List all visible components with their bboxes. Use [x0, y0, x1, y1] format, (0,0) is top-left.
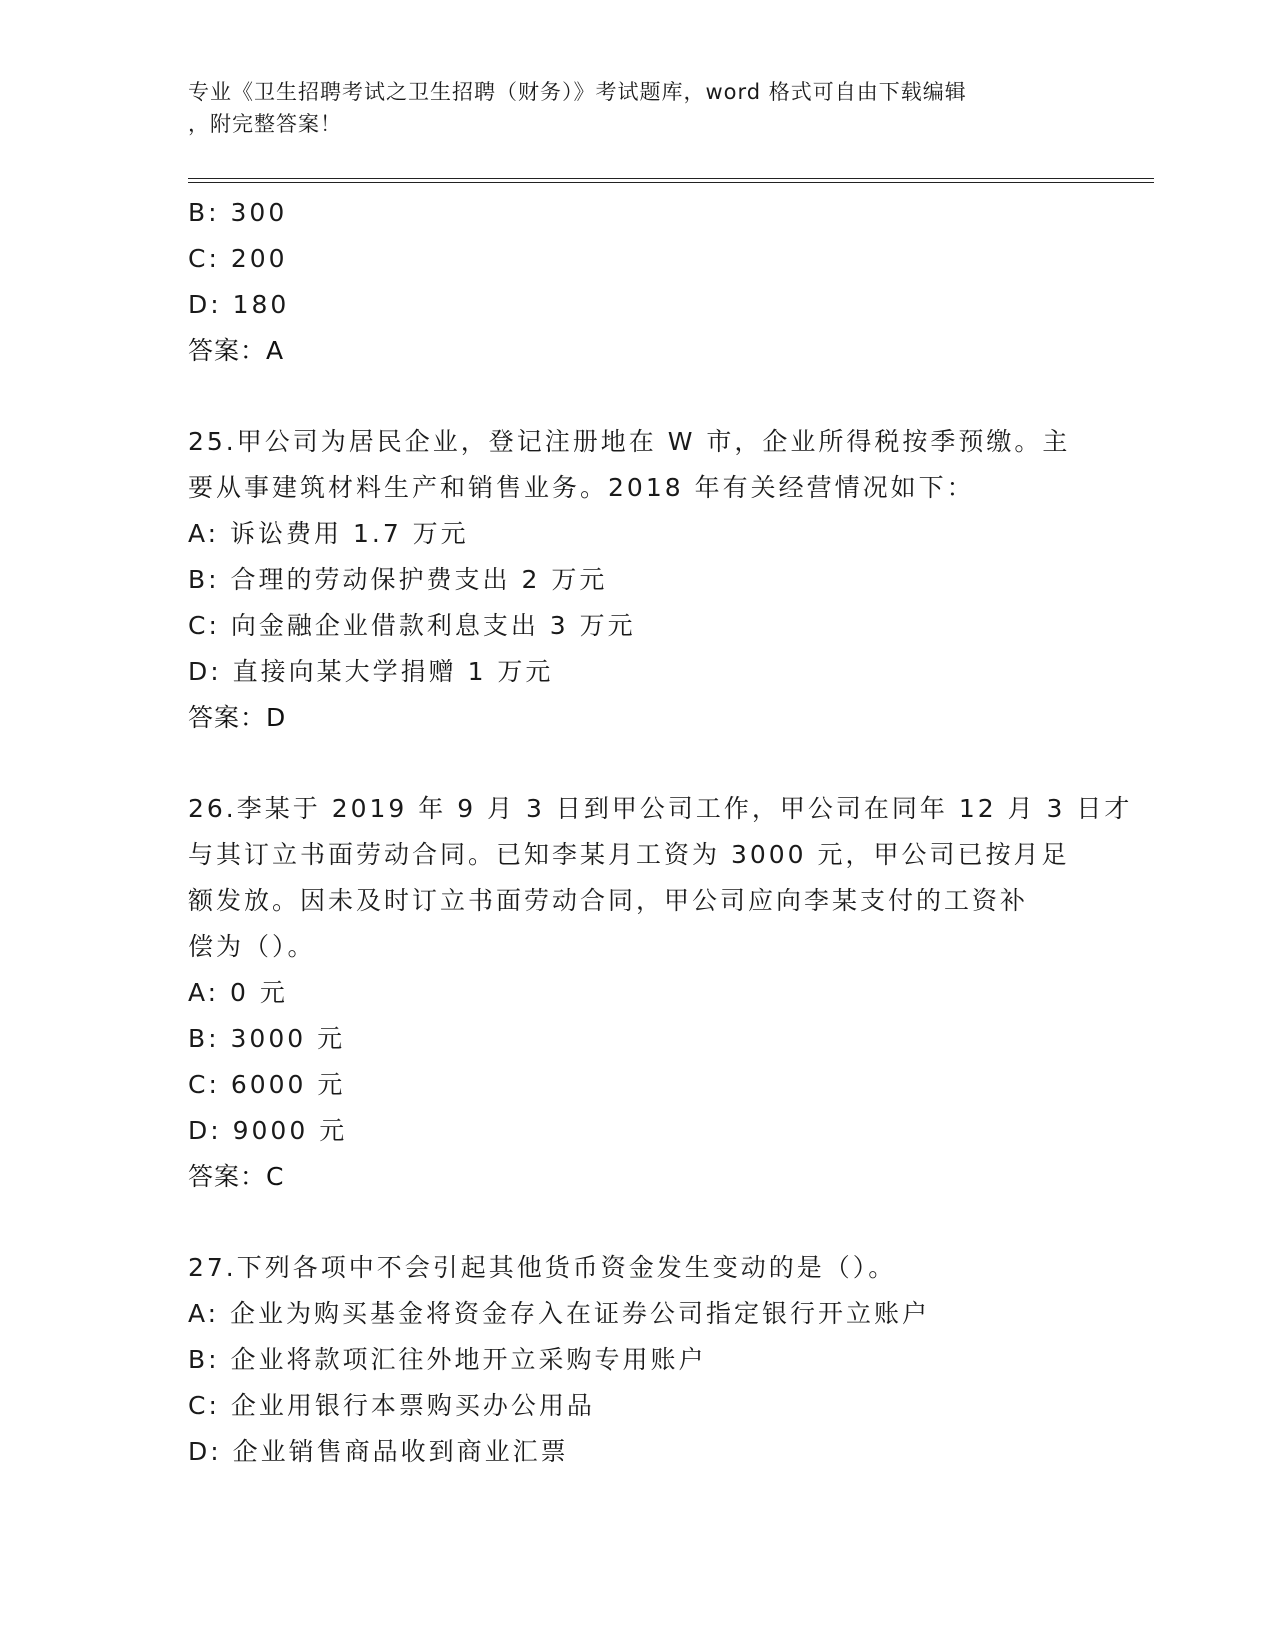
document-body — [188, 190, 1133, 1475]
option-c: C: 6000 元 — [188, 1070, 346, 1099]
option-d: D: 直接向某大学捐赠 1 万元 — [188, 657, 554, 686]
question-27 — [188, 1245, 1088, 1475]
spacer — [188, 374, 1088, 419]
question-stem: 额发放。因未及时订立书面劳动合同，甲公司应向李某支付的工资补 — [188, 886, 1029, 915]
header-divider-bottom — [188, 182, 1154, 183]
option-c: C: 企业用银行本票购买办公用品 — [188, 1391, 595, 1420]
question-stem: 27.下列各项中不会引起其他货币资金发生变动的是（）。 — [188, 1253, 897, 1282]
spacer — [188, 1200, 1088, 1245]
page-header — [188, 76, 1068, 140]
option-d: D: 9000 元 — [188, 1116, 348, 1145]
option-a: A: 企业为购买基金将资金存入在证券公司指定银行开立账户 — [188, 1299, 931, 1328]
option-d: D: 企业销售商品收到商业汇票 — [188, 1437, 569, 1466]
header-divider-top — [188, 178, 1154, 179]
answer-label: 答案：A — [188, 336, 285, 365]
question-stem: 25.甲公司为居民企业，登记注册地在 W 市，企业所得税按季预缴。主 — [188, 427, 1071, 456]
option-a: A: 0 元 — [188, 978, 288, 1007]
option-c: C: 向金融企业借款利息支出 3 万元 — [188, 611, 636, 640]
answer-label: 答案：D — [188, 703, 287, 732]
option-b: B: 合理的劳动保护费支出 2 万元 — [188, 565, 608, 594]
header-title-line-1: 专业《卫生招聘考试之卫生招聘（财务）》考试题库，word 格式可自由下载编辑 — [188, 80, 967, 104]
question-26 — [188, 786, 1133, 1200]
option-c: C: 200 — [188, 244, 288, 273]
question-stem: 26.李某于 2019 年 9 月 3 日到甲公司工作，甲公司在同年 12 月 3 日才 — [188, 794, 1133, 823]
option-b: B: 3000 元 — [188, 1024, 346, 1053]
spacer — [188, 741, 1088, 786]
question-25 — [188, 419, 1088, 741]
answer-label: 答案：C — [188, 1162, 285, 1191]
option-a: A: 诉讼费用 1.7 万元 — [188, 519, 469, 548]
option-d: D: 180 — [188, 290, 290, 319]
question-stem: 偿为（）。 — [188, 932, 316, 961]
question-stem: 要从事建筑材料生产和销售业务。2018 年有关经营情况如下： — [188, 473, 975, 502]
question-stem: 与其订立书面劳动合同。已知李某月工资为 3000 元，甲公司已按月足 — [188, 840, 1070, 869]
question-24-tail — [188, 190, 1088, 374]
header-title-line-2: ，附完整答案！ — [188, 112, 342, 136]
option-b: B: 300 — [188, 198, 288, 227]
option-b: B: 企业将款项汇往外地开立采购专用账户 — [188, 1345, 707, 1374]
